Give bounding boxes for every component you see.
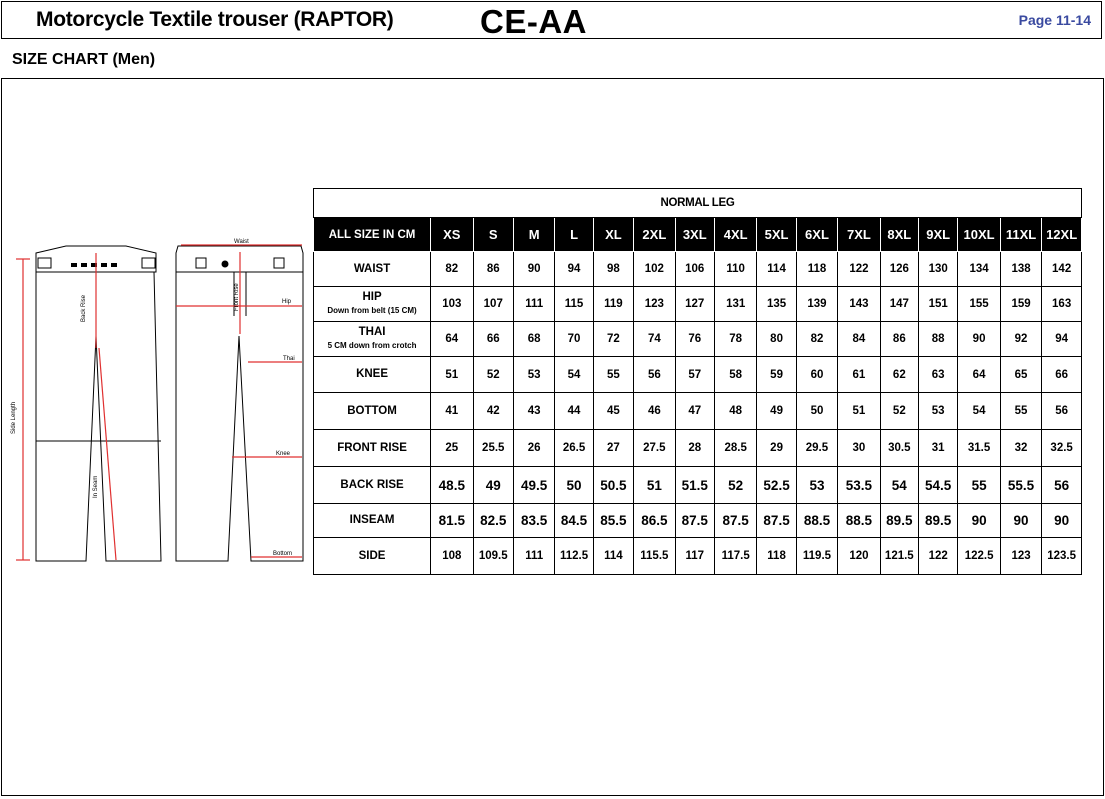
table-cell: 55 <box>593 357 633 393</box>
table-cell: 68 <box>513 322 554 357</box>
table-cell: 84.5 <box>555 504 593 538</box>
table-cell: 115.5 <box>634 538 675 575</box>
knee-label: Knee <box>276 451 291 457</box>
size-header-cell: 7XL <box>838 218 880 252</box>
row-label-text: KNEE <box>356 368 389 380</box>
table-cell: 54.5 <box>918 467 957 504</box>
header-corner: ALL SIZE IN CM <box>314 218 431 252</box>
table-cell: 111 <box>513 287 554 322</box>
table-cell: 109.5 <box>473 538 513 575</box>
brand-name: CE-AA <box>480 3 587 40</box>
table-cell: 27 <box>593 430 633 467</box>
table-cell: 42 <box>473 393 513 430</box>
row-label <box>314 504 431 538</box>
row-label <box>314 287 431 322</box>
table-cell: 84 <box>838 322 880 357</box>
size-header-cell: S <box>473 218 513 252</box>
table-cell: 60 <box>796 357 837 393</box>
table-cell: 28.5 <box>714 430 756 467</box>
table-cell: 117 <box>675 538 714 575</box>
table-cell: 89.5 <box>918 504 957 538</box>
row-label-note: 5 CM down from crotch <box>327 341 417 350</box>
size-header-cell: 9XL <box>918 218 957 252</box>
size-header-cell: XS <box>431 218 473 252</box>
table-cell: 76 <box>675 322 714 357</box>
table-row <box>314 322 1082 357</box>
size-header-cell: 10XL <box>958 218 1000 252</box>
table-cell: 108 <box>431 538 473 575</box>
row-label-text: HIP <box>362 291 382 303</box>
size-header-cell: 5XL <box>757 218 796 252</box>
table-cell: 54 <box>958 393 1000 430</box>
table-cell: 94 <box>555 252 593 287</box>
table-cell: 130 <box>918 252 957 287</box>
table-cell: 49 <box>473 467 513 504</box>
table-cell: 122.5 <box>958 538 1000 575</box>
table-cell: 50 <box>555 467 593 504</box>
table-cell: 66 <box>1042 357 1082 393</box>
table-cell: 25 <box>431 430 473 467</box>
size-header-cell: 11XL <box>1000 218 1041 252</box>
table-cell: 88.5 <box>838 504 880 538</box>
table-cell: 31.5 <box>958 430 1000 467</box>
row-label <box>314 393 431 430</box>
table-cell: 122 <box>918 538 957 575</box>
table-cell: 52.5 <box>757 467 796 504</box>
table-cell: 52 <box>714 467 756 504</box>
table-cell: 29.5 <box>796 430 837 467</box>
table-cell: 49.5 <box>513 467 554 504</box>
table-cell: 51.5 <box>675 467 714 504</box>
table-cell: 102 <box>634 252 675 287</box>
table-cell: 52 <box>880 393 918 430</box>
table-cell: 74 <box>634 322 675 357</box>
table-cell: 56 <box>634 357 675 393</box>
table-cell: 90 <box>1042 504 1082 538</box>
back-rise-label: Back Rise <box>81 294 87 322</box>
table-cell: 134 <box>958 252 1000 287</box>
table-row <box>314 393 1082 430</box>
table-caption: NORMAL LEG <box>314 189 1082 218</box>
table-cell: 118 <box>757 538 796 575</box>
table-cell: 62 <box>880 357 918 393</box>
table-cell: 118 <box>796 252 837 287</box>
table-cell: 151 <box>918 287 957 322</box>
table-cell: 64 <box>431 322 473 357</box>
table-row <box>314 430 1082 467</box>
table-cell: 90 <box>513 252 554 287</box>
table-cell: 114 <box>757 252 796 287</box>
table-cell: 44 <box>555 393 593 430</box>
table-cell: 147 <box>880 287 918 322</box>
table-cell: 78 <box>714 322 756 357</box>
table-cell: 55 <box>958 467 1000 504</box>
table-cell: 143 <box>838 287 880 322</box>
table-cell: 49 <box>757 393 796 430</box>
table-cell: 51 <box>634 467 675 504</box>
table-cell: 86.5 <box>634 504 675 538</box>
table-cell: 112.5 <box>555 538 593 575</box>
table-cell: 82 <box>431 252 473 287</box>
table-row <box>314 252 1082 287</box>
table-cell: 111 <box>513 538 554 575</box>
table-cell: 119 <box>593 287 633 322</box>
table-cell: 90 <box>958 322 1000 357</box>
table-cell: 63 <box>918 357 957 393</box>
table-cell: 119.5 <box>796 538 837 575</box>
table-cell: 88.5 <box>796 504 837 538</box>
table-cell: 28 <box>675 430 714 467</box>
table-cell: 30 <box>838 430 880 467</box>
row-label <box>314 430 431 467</box>
table-cell: 54 <box>555 357 593 393</box>
row-label-text: SIDE <box>358 549 386 562</box>
table-cell: 88 <box>918 322 957 357</box>
table-cell: 103 <box>431 287 473 322</box>
table-cell: 26.5 <box>555 430 593 467</box>
table-cell: 51 <box>838 393 880 430</box>
side-length-label: Side Length <box>11 401 17 434</box>
table-cell: 90 <box>958 504 1000 538</box>
table-cell: 26 <box>513 430 554 467</box>
hip-label: Hip <box>282 299 292 305</box>
table-cell: 53 <box>796 467 837 504</box>
table-cell: 123.5 <box>1042 538 1082 575</box>
table-cell: 81.5 <box>431 504 473 538</box>
page-number: Page 11-14 <box>1018 12 1091 28</box>
size-header-cell: L <box>555 218 593 252</box>
table-cell: 135 <box>757 287 796 322</box>
row-label <box>314 252 431 287</box>
table-cell: 159 <box>1000 287 1041 322</box>
table-cell: 115 <box>555 287 593 322</box>
row-label-note: Down from belt (15 CM) <box>327 306 417 315</box>
table-cell: 82.5 <box>473 504 513 538</box>
table-cell: 53 <box>918 393 957 430</box>
size-header-cell: 4XL <box>714 218 756 252</box>
table-cell: 58 <box>714 357 756 393</box>
table-row <box>314 357 1082 393</box>
table-cell: 89.5 <box>880 504 918 538</box>
table-cell: 50.5 <box>593 467 633 504</box>
waist-label: Waist <box>234 239 249 245</box>
table-cell: 139 <box>796 287 837 322</box>
size-header-cell: M <box>513 218 554 252</box>
bottom-label: Bottom <box>273 551 293 557</box>
table-cell: 27.5 <box>634 430 675 467</box>
size-header-cell: 12XL <box>1042 218 1082 252</box>
size-header-cell: 2XL <box>634 218 675 252</box>
table-cell: 117.5 <box>714 538 756 575</box>
size-header-cell: 6XL <box>796 218 837 252</box>
table-cell: 122 <box>838 252 880 287</box>
table-cell: 32 <box>1000 430 1041 467</box>
table-cell: 56 <box>1042 393 1082 430</box>
table-cell: 52 <box>473 357 513 393</box>
table-cell: 155 <box>958 287 1000 322</box>
section-title: SIZE CHART (Men) <box>12 51 156 68</box>
table-cell: 53 <box>513 357 554 393</box>
table-row <box>314 287 1082 322</box>
table-cell: 48.5 <box>431 467 473 504</box>
table-cell: 142 <box>1042 252 1082 287</box>
table-cell: 127 <box>675 287 714 322</box>
row-label <box>314 538 431 575</box>
table-cell: 87.5 <box>757 504 796 538</box>
table-cell: 114 <box>593 538 633 575</box>
row-label-text: WAIST <box>353 262 391 275</box>
table-cell: 31 <box>918 430 957 467</box>
table-cell: 41 <box>431 393 473 430</box>
front-rise-label: Front Rise <box>234 283 240 311</box>
trouser-measurement-diagram <box>6 236 306 576</box>
size-header-cell: 3XL <box>675 218 714 252</box>
table-cell: 72 <box>593 322 633 357</box>
table-cell: 43 <box>513 393 554 430</box>
row-label-text: BOTTOM <box>347 404 397 417</box>
table-cell: 87.5 <box>675 504 714 538</box>
table-cell: 29 <box>757 430 796 467</box>
in-seam-label: In Seam <box>93 475 99 498</box>
table-row <box>314 538 1082 575</box>
table-cell: 107 <box>473 287 513 322</box>
table-cell: 120 <box>838 538 880 575</box>
table-cell: 55 <box>1000 393 1041 430</box>
row-label <box>314 322 431 357</box>
table-cell: 110 <box>714 252 756 287</box>
document-header <box>1 1 1102 39</box>
table-cell: 56 <box>1042 467 1082 504</box>
table-cell: 51 <box>431 357 473 393</box>
table-cell: 126 <box>880 252 918 287</box>
table-cell: 80 <box>757 322 796 357</box>
row-label <box>314 357 431 393</box>
row-label <box>314 467 431 504</box>
table-cell: 92 <box>1000 322 1041 357</box>
table-cell: 45 <box>593 393 633 430</box>
row-label-text: BACK RISE <box>340 478 404 491</box>
table-cell: 53.5 <box>838 467 880 504</box>
table-cell: 70 <box>555 322 593 357</box>
table-cell: 54 <box>880 467 918 504</box>
table-cell: 61 <box>838 357 880 393</box>
table-cell: 87.5 <box>714 504 756 538</box>
table-cell: 123 <box>634 287 675 322</box>
thai-label: Thai <box>283 356 295 362</box>
table-cell: 106 <box>675 252 714 287</box>
table-row <box>314 504 1082 538</box>
table-cell: 25.5 <box>473 430 513 467</box>
row-label-text: THAI <box>358 326 386 338</box>
table-row <box>314 467 1082 504</box>
size-chart-table <box>313 188 1082 575</box>
document-title: Motorcycle Textile trouser (RAPTOR) <box>36 8 394 31</box>
table-cell: 50 <box>796 393 837 430</box>
table-cell: 123 <box>1000 538 1041 575</box>
table-cell: 57 <box>675 357 714 393</box>
table-cell: 46 <box>634 393 675 430</box>
table-cell: 98 <box>593 252 633 287</box>
size-header-cell: 8XL <box>880 218 918 252</box>
table-cell: 85.5 <box>593 504 633 538</box>
table-cell: 131 <box>714 287 756 322</box>
table-cell: 163 <box>1042 287 1082 322</box>
table-cell: 55.5 <box>1000 467 1041 504</box>
table-cell: 59 <box>757 357 796 393</box>
table-cell: 83.5 <box>513 504 554 538</box>
table-cell: 47 <box>675 393 714 430</box>
row-label-text: INSEAM <box>349 514 395 526</box>
table-cell: 86 <box>880 322 918 357</box>
table-cell: 138 <box>1000 252 1041 287</box>
table-cell: 121.5 <box>880 538 918 575</box>
size-header-cell: XL <box>593 218 633 252</box>
table-cell: 65 <box>1000 357 1041 393</box>
row-label-text: FRONT RISE <box>337 441 407 454</box>
table-cell: 48 <box>714 393 756 430</box>
table-cell: 82 <box>796 322 837 357</box>
table-cell: 86 <box>473 252 513 287</box>
table-cell: 32.5 <box>1042 430 1082 467</box>
table-cell: 64 <box>958 357 1000 393</box>
table-cell: 66 <box>473 322 513 357</box>
table-cell: 94 <box>1042 322 1082 357</box>
table-cell: 90 <box>1000 504 1041 538</box>
size-header-row <box>314 218 1082 252</box>
table-cell: 30.5 <box>880 430 918 467</box>
